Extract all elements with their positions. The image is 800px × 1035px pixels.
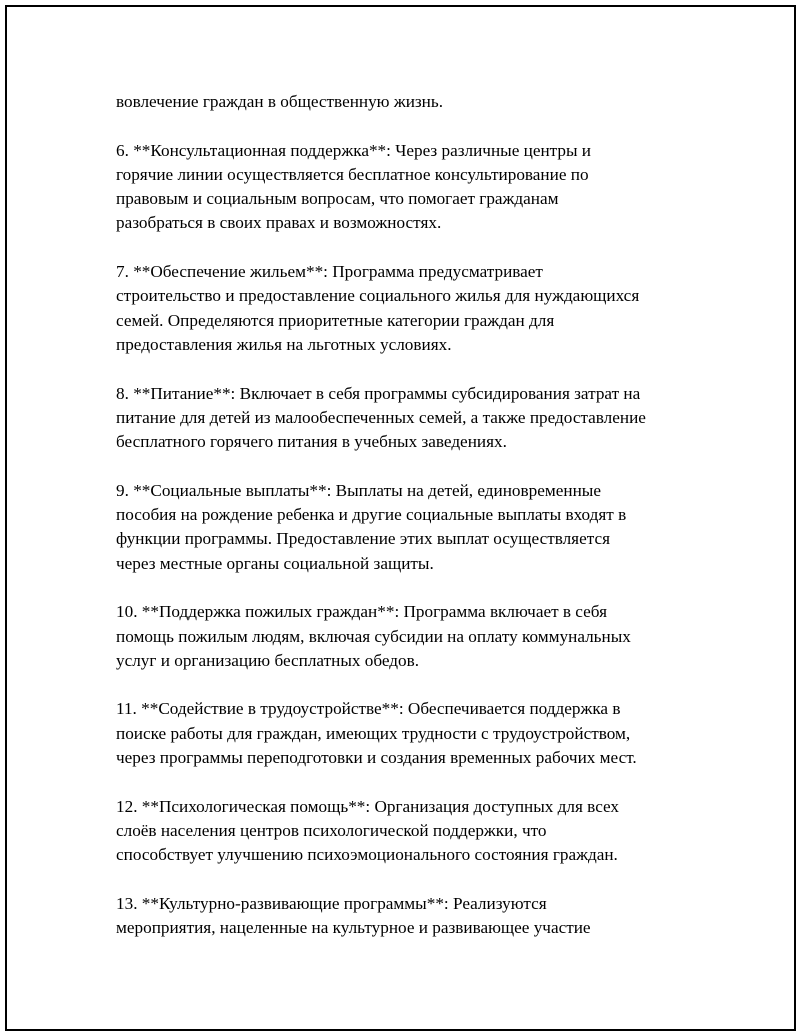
paragraph-item-7: 7. **Обеспечение жильем**: Программа предусматривает строительство и предоставление социального жилья для нуждающихся семей. Определяются приоритетные категории граждан для предоставления жилья на льготных условиях. — [116, 262, 640, 354]
paragraph-item-6: 6. **Консультационная поддержка**: Через различные центры и горячие линии осуществляется бесплатное консультирование по правовым и социальным вопросам, что помогает гражданам разобраться в своих правах и возможностях. — [116, 140, 592, 233]
paragraph-item-9: 9. **Социальные выплаты**: Выплаты на детей, единовременные пособия на рождение ребенка и другие социальные выплаты входят в функции программы. Предоставление этих выплат осуществляется через местные органы социальной защиты. — [116, 480, 627, 573]
paragraph-continuation: вовлечение граждан в общественную жизнь. — [116, 92, 444, 111]
paragraph-item-11: 11. **Содействие в трудоустройстве**: Обеспечивается поддержка в поиске работы для граждан, имеющих трудности с трудоустройством, через программы переподготовки и создания временных рабочих мест. — [116, 699, 637, 768]
paragraph-item-10: 10. **Поддержка пожилых граждан**: Программа включает в себя помощь пожилым людям, включая субсидии на оплату коммунальных услуг и организацию бесплатных обедов. — [116, 602, 631, 670]
paragraph-item-12: 12. **Психологическая помощь**: Организация доступных для всех слоёв населения центров психологической поддержки, что способствует улучшению психоэмоционального состояния граждан. — [116, 796, 620, 865]
paragraph-item-8: 8. **Питание**: Включает в себя программы субсидирования затрат на питание для детей из малообеспеченных семей, а также предоставление бесплатного горячего питания в учебных заведениях. — [116, 383, 646, 452]
paragraph-item-13: 13. **Культурно-развивающие программы**: Реализуются мероприятия, нацеленные на культурное и развивающее участие — [116, 893, 591, 938]
document-body — [116, 90, 716, 965]
